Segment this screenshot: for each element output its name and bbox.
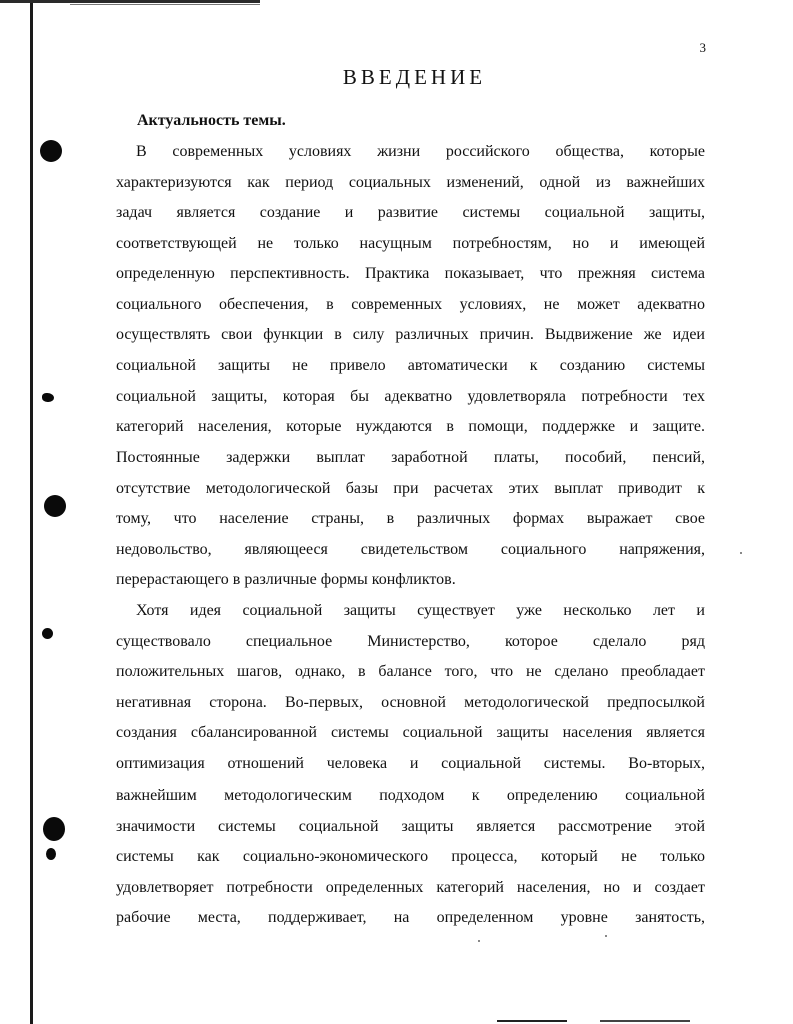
text-line: важнейшим методологическим подходом к определению социальной [116,787,705,804]
text-line: социального обеспечения, в современных условиях, не может адекватно [116,296,705,313]
scan-border-bottom [497,1020,567,1022]
text-line: соответствующей не только насущным потребностям, но и имеющей [116,235,705,252]
text-line: перерастающего в различные формы конфликтов. [116,571,456,588]
text-line: Хотя идея социальной защиты существует уже несколько лет и [136,602,705,619]
page-number: 3 [699,40,706,55]
text-line: тому, что население страны, в различных формах выражает свое [116,510,705,527]
text-line: значимости системы социальной защиты является рассмотрение этой [116,818,705,835]
text-line: существовало специальное Министерство, которое сделало ряд [116,633,705,650]
text-line: удовлетворяет потребности определенных категорий населения, но и создает [116,879,705,896]
ink-blot-mark [42,628,53,639]
text-line: положительных шагов, однако, в балансе того, что не сделано преобладает [116,663,705,680]
text-line: создания сбалансированной системы социальной защиты населения является [116,724,705,741]
text-line: В современных условиях жизни российского общества, которые [136,143,705,160]
text-line: определенную перспективность. Практика показывает, что прежняя система [116,265,705,282]
text-line: характеризуются как период социальных изменений, одной из важнейших [116,174,705,191]
ink-blot-mark [46,848,56,860]
scan-speck [605,935,607,937]
scan-border-bottom-right [600,1020,690,1022]
text-line: социальной защиты не привело автоматически к созданию системы [116,357,705,374]
scan-border-top [0,0,260,3]
section-heading: Актуальность темы. [137,112,286,129]
text-line: негативная сторона. Во-первых, основной методологической предпосылкой [116,694,705,711]
text-line: категорий населения, которые нуждаются в помощи, поддержке и защите. [116,418,705,435]
ink-blot-mark [42,393,54,402]
text-line: Постоянные задержки выплат заработной платы, пособий, пенсий, [116,449,705,466]
text-line: недовольство, являющееся свидетельством социального напряжения, [116,541,705,558]
punch-hole-mark [44,495,66,517]
punch-hole-mark [40,140,62,162]
scan-speck [740,552,742,554]
scan-speck [478,940,480,942]
text-line: задач является создание и развитие системы социальной защиты, [116,204,705,221]
page-title: ВВЕДЕНИЕ [342,65,487,89]
text-line: социальной защиты, которая бы адекватно удовлетворяла потребности тех [116,388,705,405]
punch-hole-mark [43,817,65,841]
scan-border-left [30,0,33,1024]
scan-border-top-inner [70,4,260,5]
text-line: отсутствие методологической базы при расчетах этих выплат приводит к [116,480,705,497]
text-line: осуществлять свои функции в силу различных причин. Выдвижение же идеи [116,326,705,343]
text-line: оптимизация отношений человека и социальной системы. Во-вторых, [116,755,705,772]
text-line: системы как социально-экономического процесса, который не только [116,848,705,865]
text-line: рабочие места, поддерживает, на определенном уровне занятость, [116,909,705,926]
